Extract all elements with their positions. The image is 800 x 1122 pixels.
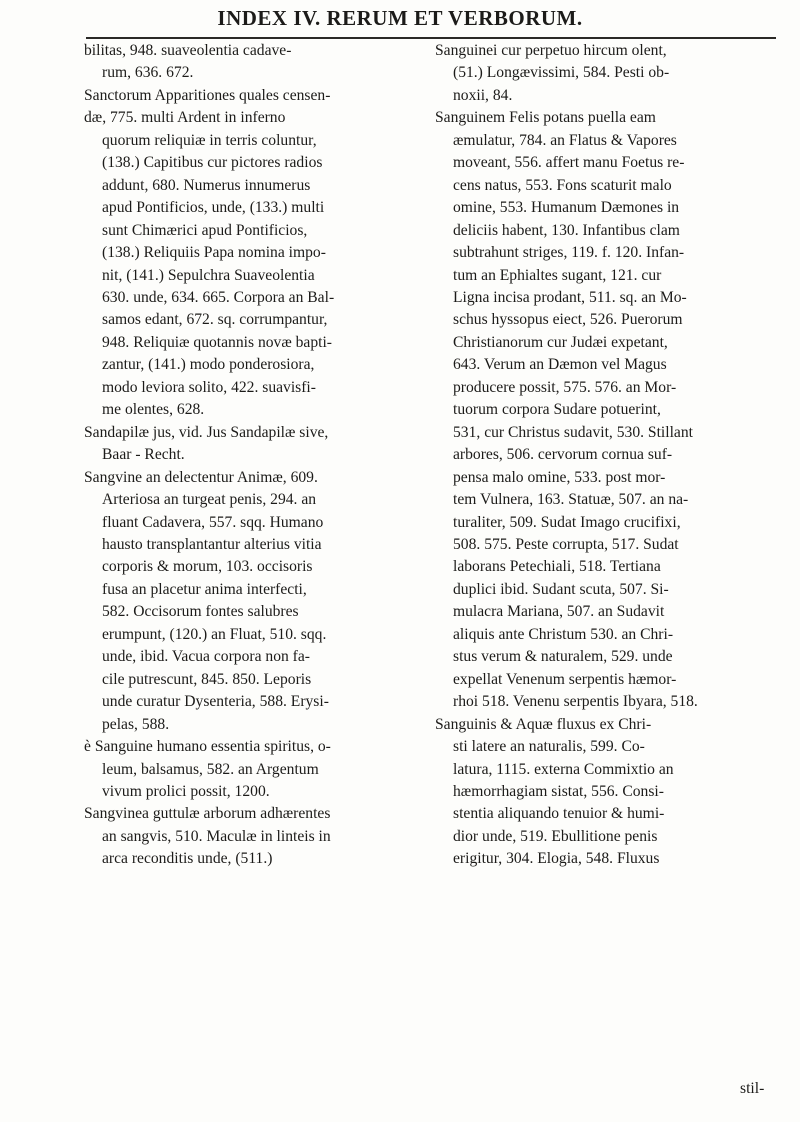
index-line: aliquis ante Christum 530. an Chri- [453,625,674,643]
index-line: Baar - Recht. [102,446,185,464]
index-line: omine, 553. Humanum Dæmones in [453,199,680,217]
index-line: addunt, 680. Numerus innumerus [102,176,311,194]
index-line: cile putrescunt, 845. 850. Leporis [102,670,312,688]
index-line: Ligna incisa prodant, 511. sq. an Mo- [453,288,687,306]
index-line: modo leviora solito, 422. suavisfi- [102,378,316,396]
index-line: Sanguinis & Aquæ fluxus ex Chri- [435,715,652,733]
index-line: sunt Chimærici apud Pontificios, [102,221,308,239]
index-line: rhoi 518. Venenu serpentis Ibyara, 518. [453,693,698,711]
index-line: mulacra Mariana, 507. an Sudavit [453,603,665,621]
index-line: tuorum corpora Sudare potuerint, [453,401,661,419]
index-line: 643. Verum an Dæmon vel Magus [453,356,667,374]
index-line: 582. Occisorum fontes salubres [102,603,299,621]
index-line: erumpunt, (120.) an Fluat, 510. sqq. [102,625,327,643]
index-line: sti latere an naturalis, 599. Co- [453,738,645,756]
index-line: latura, 1115. externa Commixtio an [453,760,674,778]
index-line: pensa malo omine, 533. post mor- [453,468,666,486]
index-line: expellat Venenum serpentis hæmor- [453,670,677,688]
index-line: 508. 575. Peste corrupta, 517. Sudat [453,535,679,553]
index-line: (138.) Capitibus cur pictores radios [102,154,323,172]
index-line: arbores, 506. cervorum cornua suf- [453,446,673,464]
index-line: nit, (141.) Sepulchra Suaveolentia [102,266,315,284]
index-line: bilitas, 948. suaveolentia cadave- [84,42,292,59]
index-line: cens natus, 553. Fons scaturit malo [453,176,672,194]
index-line: 948. Reliquiæ quotannis novæ bapti- [102,333,333,351]
index-line: stus verum & naturalem, 529. unde [453,648,673,666]
index-line: schus hyssopus eiect, 526. Puerorum [453,311,683,329]
index-line: (138.) Reliquiis Papa nomina impo- [102,244,326,262]
index-line: fusa an placetur anima interfecti, [102,580,307,598]
index-line: apud Pontificios, unde, (133.) multi [102,199,325,217]
index-line: hæmorrhagiam sistat, 556. Consi- [453,782,664,800]
index-line: Sanguinem Felis potans puella eam [435,109,656,127]
index-line: Christianorum cur Judæi expetant, [453,333,668,351]
index-line: Sangvinea guttulæ arborum adhærentes [84,805,331,823]
index-line: pelas, 588. [102,715,170,733]
index-line: è Sanguine humano essentia spiritus, o- [84,738,331,756]
index-line: erigitur, 304. Elogia, 548. Fluxus [453,850,660,868]
index-line: moveant, 556. affert manu Foetus re- [453,154,685,172]
catchword: stil- [740,1080,765,1097]
right-column [435,40,775,871]
index-line: unde curatur Dysenteria, 588. Erysi- [102,693,329,711]
index-line: 531, cur Christus sudavit, 530. Stillant [453,423,693,441]
left-column [84,40,424,871]
index-line: stentia aliquando tenuior & humi- [453,805,665,823]
index-line: Sangvine an delectentur Animæ, 609. [84,468,318,486]
index-line: leum, balsamus, 582. an Argentum [102,760,319,778]
index-line: Arteriosa an turgeat penis, 294. an [102,491,317,509]
index-line: samos edant, 672. sq. corrumpantur, [102,311,328,329]
index-line: rum, 636. 672. [102,64,194,82]
index-line: deliciis habent, 130. Infantibus clam [453,221,680,239]
index-line: duplici ibid. Sudant scuta, 507. Si- [453,580,669,598]
index-line: dior unde, 519. Ebullitione penis [453,827,658,845]
index-line: turaliter, 509. Sudat Imago crucifixi, [453,513,681,531]
index-line: noxii, 84. [453,86,513,104]
index-line: hausto transplantantur alterius vitia [102,535,322,553]
index-line: arca reconditis unde, (511.) [102,850,273,868]
index-line: (51.) Longævissimi, 584. Pesti ob- [453,64,670,82]
index-line: me olentes, 628. [102,401,205,419]
index-line: Sanguinei cur perpetuo hircum olent, [435,42,667,59]
index-line: Sandapilæ jus, vid. Jus Sandapilæ sive, [84,423,329,441]
index-line: dæ, 775. multi Ardent in inferno [84,109,286,127]
index-line: 630. unde, 634. 665. Corpora an Bal- [102,288,335,306]
index-line: quorum reliquiæ in terris coluntur, [102,131,317,149]
index-line: producere possit, 575. 576. an Mor- [453,378,677,396]
index-line: zantur, (141.) modo ponderosiora, [102,356,315,374]
index-line: tum an Ephialtes sugant, 121. cur [453,266,662,284]
index-line: corporis & morum, 103. occisoris [102,558,313,576]
page-header: INDEX IV. RERUM ET VERBORUM. [217,6,583,30]
index-line: æmulatur, 784. an Flatus & Vapores [453,131,677,149]
index-line: tem Vulnera, 163. Statuæ, 507. an na- [453,491,689,509]
index-line: laborans Petechiali, 518. Tertiana [453,558,661,576]
index-line: Sanctorum Apparitiones quales censen- [84,86,331,104]
index-line: subtrahunt striges, 119. f. 120. Infan- [453,244,685,262]
index-line: fluant Cadavera, 557. sqq. Humano [102,513,324,531]
index-line: vivum prolici possit, 1200. [102,782,270,800]
index-line: an sangvis, 510. Maculæ in linteis in [102,827,331,845]
header-rule [86,37,776,39]
index-line: unde, ibid. Vacua corpora non fa- [102,648,310,666]
